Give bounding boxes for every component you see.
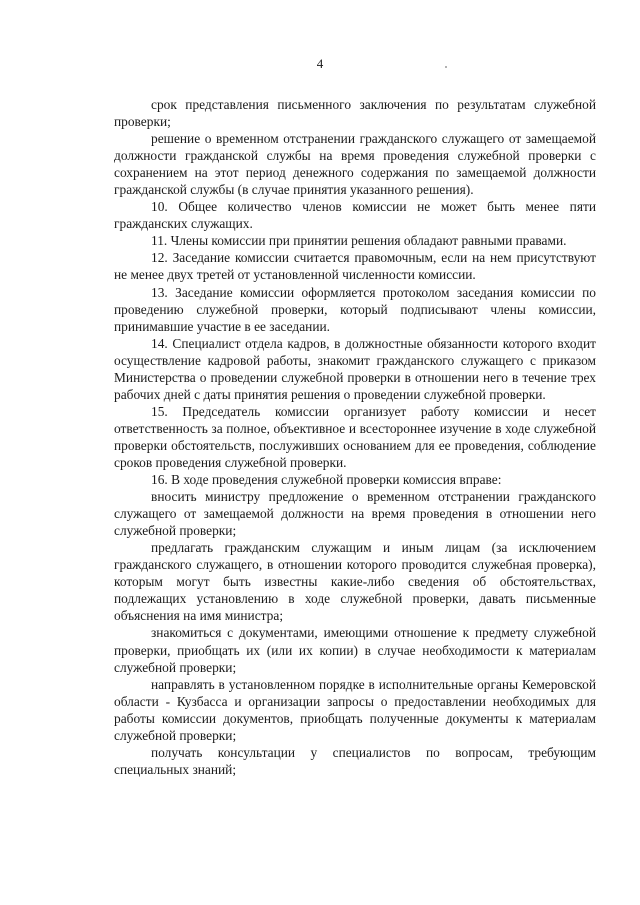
- paragraph-16: 16. В ходе проведения служебной проверки комиссия вправе:: [151, 472, 502, 488]
- page-number: 4: [316, 56, 324, 71]
- document-body: [114, 96, 596, 778]
- paragraph-16-item-requests: направлять в установленном порядке в исполнительные органы Кемеровской области - Кузбасса и организации запросы о предоставлении необходимых для работы комиссии документов, приобщать полученные документы к материалам служебной проверки;: [114, 676, 596, 743]
- paragraph-16-item-consultations: получать консультации у специалистов по вопросам, требующим специальных знаний;: [114, 744, 596, 777]
- paragraph-term: срок представления письменного заключения по результатам служебной проверки;: [114, 97, 596, 130]
- paragraph-16-item-propose: вносить министру предложение о временном отстранении гражданского служащего от замещаемой должности на время проведения в отношении него служебной проверки;: [114, 489, 596, 539]
- paragraph-14: 14. Специалист отдела кадров, в должностные обязанности которого входит осуществление кадровой работы, знакомит гражданского служащего с приказом Министерства о проведении служебной проверки в отношении него в течение трех рабочих дней с даты принятия решения о проведении служебной проверки.: [114, 335, 596, 402]
- paragraph-13: 13. Заседание комиссии оформляется протоколом заседания комиссии по проведению служебной проверки, который подписывают члены комиссии, принимавшие участие в ее заседании.: [114, 284, 596, 334]
- paragraph-12: 12. Заседание комиссии считается правомочным, если на нем присутствуют не менее двух третей от установленной численности комиссии.: [114, 250, 596, 283]
- scan-speck: [445, 66, 447, 68]
- paragraph-11: 11. Члены комиссии при принятии решения обладают равными правами.: [151, 233, 567, 249]
- paragraph-10: 10. Общее количество членов комиссии не может быть менее пяти гражданских служащих.: [114, 199, 596, 232]
- paragraph-16-item-explanations: предлагать гражданским служащим и иным лицам (за исключением гражданского служащего, в отношении которого проводится служебная проверка), которым могут быть известны какие-либо сведения об обстоятельствах, подлежащих установлению в ходе служебной проверки, давать письменные объяснения на имя министра;: [114, 540, 596, 624]
- paragraph-suspension-decision: решение о временном отстранении гражданского служащего от замещаемой должности гражданской службы на время проведения служебной проверки с сохранением на этот период денежного содержания по замещаемой должности гражданской службы (в случае принятия указанного решения).: [114, 131, 596, 198]
- paragraph-15: 15. Председатель комиссии организует работу комиссии и несет ответственность за полное, объективное и всестороннее изучение в ходе служебной проверки обстоятельств, послуживших основанием для ее проведения, соблюдение сроков проведения служебной проверки.: [114, 403, 596, 470]
- paragraph-16-item-documents: знакомиться с документами, имеющими отношение к предмету служебной проверки, приобщать их (или их копии) в случае необходимости к материалам служебной проверки;: [114, 625, 596, 675]
